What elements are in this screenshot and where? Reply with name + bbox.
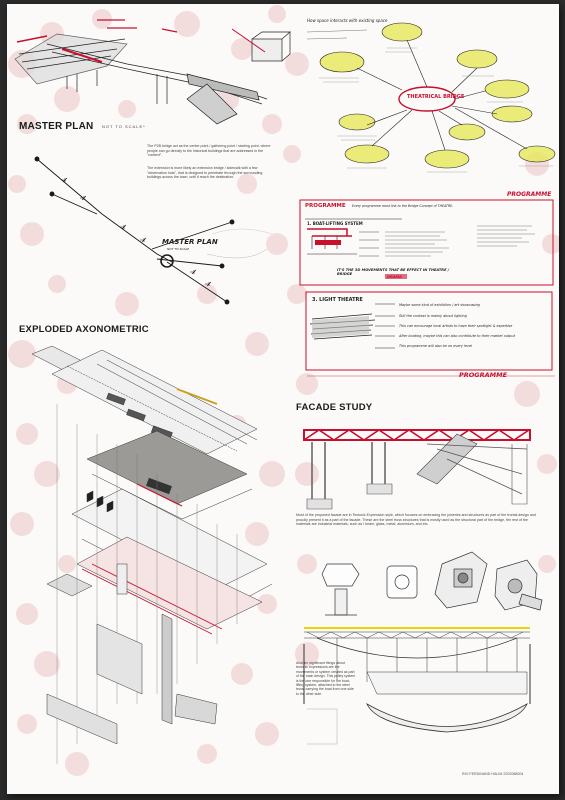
programme-1-item-title: 1. BOAT-LIFTING SYSTEM	[307, 221, 363, 226]
programme-2-bullet: This programme will also be on every level	[399, 344, 472, 348]
presentation-board	[7, 4, 559, 794]
programme-1-header: PROGRAMME	[305, 203, 346, 209]
facade-paragraph-2: Another significant things about tectonic expressions are the movements or system created as part of the main design. This pulley system is the one responsible for the boat-lifting system, attached to the steel truss, carrying the boat from one side to the other side.	[296, 661, 356, 696]
master-plan-paragraph-2: The extension is more likely an extension bridge / sidewalk with a few "observation huts", that is designed to penetrate through the surrounding buildings across the town, until it reach the destination.	[147, 166, 263, 180]
facade-study-title: FACADE STUDY	[296, 402, 373, 413]
facade-truss-drawing	[304, 430, 530, 509]
bridge-perspective-sketch	[15, 20, 290, 124]
mindmap-center-label: THEATRICAL BRIDGE	[407, 94, 465, 100]
sketch-label-not-to-scale: NOT TO SCALE	[167, 247, 190, 251]
programme-2-bullet: Maybe some kind of exhibition / art showcasing	[399, 303, 480, 307]
scale-note: NOT TO SCALE*	[102, 124, 146, 129]
facade-paragraph-1: Most of the proposed facade are in Tectonic Expression style, which focuses on embracing the joineries and structures as part of the frontal design and proudly present it as a part of the facade. These are the steel truss structures that is mostly used as the structural part of the bridge, the rest of the materials are industrial materials, such as I beam, glass, metal, aluminium, and etc.	[296, 513, 536, 527]
programme-2-bullet: This can encourage local artists to have their spotlight & expertise	[399, 324, 513, 328]
programme-1-emphasis: DRAMA	[387, 275, 402, 279]
mindmap-note: How space interacts with existing space	[307, 18, 388, 23]
programme-2-item-title: 3. LIGHT THEATRE	[312, 297, 363, 303]
programme-2-tag: PROGRAMME	[459, 371, 508, 379]
programme-2-bullets	[399, 299, 549, 351]
sketch-label-master-plan: MASTER PLAN	[162, 238, 218, 246]
programme-2-bullet: After boating, maybe this can also contribute to their market output	[399, 334, 515, 338]
master-plan-paragraph-1: The P2B bridge act as the center point / gathering point / starting point, where people can go directly to the historical buildings that are addressed in the "context".	[147, 144, 271, 158]
programme-2-bullet: Still the context is mainly about lighting	[399, 314, 467, 318]
master-plan-title: MASTER PLAN	[19, 121, 94, 132]
programme-1-bottom-note: IT'S THE 3D MOVEMENTS THAT BE EFFECT IN THEATRE / BRIDGE	[337, 268, 450, 276]
pulley-detail-drawing	[322, 552, 542, 615]
author-credit: RIO FERDINAND HALIM 2202088004	[462, 772, 524, 776]
exploded-axonometric-title: EXPLODED AXONOMETRIC	[19, 324, 149, 335]
exploded-axonometric-drawing	[32, 346, 272, 764]
programme-1-sub-header: Every programme must link to the Bridge Concept of THEATRE.	[352, 204, 454, 208]
programme-1-tag: PROGRAMME	[507, 191, 552, 198]
